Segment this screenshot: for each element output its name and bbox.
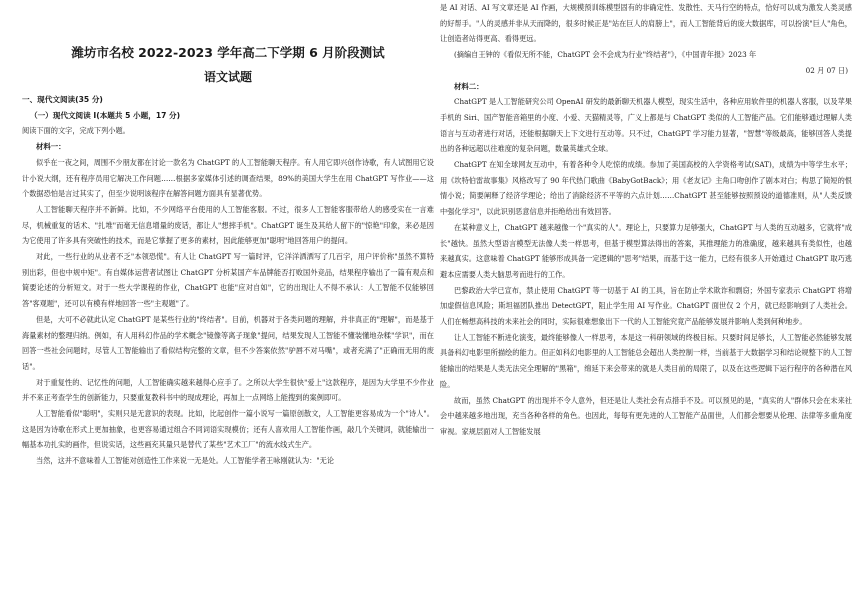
exam-title: 潍坊市名校 2022-2023 学年高二下学期 6 月阶段测试 [71,45,385,60]
material-1-label: 材料一： [36,142,66,152]
paragraph: 在某种意义上，ChatGPT 越来越像一个"真实的人"。理论上，只要算力足够强大，ChatGPT 与人类的互动越多，它就将"成长"越快。虽然大型语言模型无法像人类一样思考，但基于模型算法得出的答案，其推理能力的准确度，越来越具有类似性，也越来越真实。这意味着 ChatGPT 能够形成具备一定逻辑的"思考"结果，而基于这一能力，已经有很多人开始通过 ChatGPT 取巧逃避本应需要人类大脑思考而进行的工作。 [440,222,852,279]
paragraph: 对此，一些行业的从业者不乏"本领恐慌"。有人让 ChatGPT 写一篇时评，它洋洋洒洒写了几百字，用户评价称"虽然不算特别出彩，但也中规中矩"。有自媒体运营者试图让 ChatGPT 分析某国产车品牌能否打败国外竞品，结果程序输出了一篇有观点和简要论述的分析短文。对于一些大学课程的作业，ChatGPT 也能"应对自如"，它的出现让人不得不承认：人工智能不仅能够回答"客观题"，还可以有模有样地回答一些"主观题"了。 [22,252,434,309]
paragraph: 但是，大可不必就此认定 ChatGPT 是某些行业的"终结者"。目前，机器对于各类问题的理解，并非真正的"理解"，而是基于海量素材的整理归纳。例如，有人用科幻作品的学术概念"镜像等离子现象"提问，结果发现人工智能不懂装懂地杂糅"学识"，而在回答一些社会问题时，尽管人工智能输出了看似结构完整的文章，但不少答案依然"驴唇不对马嘴"，或者充满了"正确而无用的废话"。 [22,314,434,371]
paragraph: 对于重复性的、记忆性的问题，人工智能确实越来越得心应手了。之所以大学生很快"爱上"这款程序，是因为大学里不少作业并不来正考查学生的创新能力，只要重复教科书中的现成理论，再加上一点网络上能搜到的案例即可。 [22,377,434,403]
exam-subject: 语文试题 [203,70,252,84]
source-date: 02 月 07 日) [805,65,848,75]
paragraph: ChatGPT 在知全球网友互动中，有着各种令人吃惊的成绩。参加了美国高校的入学资格考试(SAT)，成绩为中等学生水平；用《坎特伯雷故事集》风格改写了 90 年代热门歌曲《BabyGotBack》；用《老友记》主角口吻创作了剧本对白；构思了简短的恨情小说；简要阐释了经济学理论；给出了消除经济不平等的六点计划……ChatGPT 甚至能够按照预设的道德准则，从"人类反馈中强化学习"，以此识别恶意信息并拒绝给出有效回答。 [440,160,852,217]
paragraph: 人工智能看似"聪明"，实则只是无意识的表现。比如，比起创作一篇小说写一篇原创散文，人工智能更容易成为一个"诗人"。这是因为诗歌在形式上更加抽象，也更容易通过组合不同词语实现模仿；还有人喜欢用人工智能作画，敲几个关键词，就能输出一幅基本功扎实的画作，但说实话，这些画充其量只是替代了某些"艺术工厂"的流水线式生产。 [22,409,434,450]
subsection-heading: （一）现代文阅读 I(本题共 5 小题，17 分) [30,110,181,120]
paragraph: 故而，虽然 ChatGPT 的出现并不令人意外，但还是让人类社会有点措手不及。可以预见的是，"真实的人"群体只会在未来社会中越来越多地出现，充当各种各样的角色。也因此，每每有更先进的人工智能产品面世，人们都会想要从伦理、法律等多重角度审视。家规层面对人工智能发展 [440,395,852,436]
paragraph: ChatGPT 是人工智能研究公司 OpenAI 研发的最新聊天机器人模型，现实生活中，各种应用软件里的机器人客服，以及苹果手机的 Siri、国产智能音箱里的小度、小爱、天猫精灵等，广义上都是与 ChatGPT 类似的人工智能产品。它们能够通过理解人类语言与互动者进行对话，还能根据聊天上下文进行互动等。只不过，ChatGPT 学习能力显著，"智慧"等级最高，能够回答人类提出的各种远超以往难度的复杂问题，数量英雄式全球。 [440,97,852,154]
paragraph-continued: 是 AI 对话、AI 写文章还是 AI 作画，大规模预训练模型固有的非确定性、发散性、天马行空的特点，恰好可以成为激发人类灵感的好帮手。"人的灵感并非从天而降的，很多时候正是"站在巨人的肩膀上"，而人工智能背后的庞大数据库，可以扮演"巨人"角色，让创造者站得更高、看得更远。 [440,3,852,44]
paragraph: 让人工智能不断进化演变，最终能够像人一样思考，本是这一科研领域的终极目标。只要时间足够长，人工智能必然能够发展具备科幻电影里所描绘的能力。但正如科幻电影里的人工智能总会超出人类控制一样，当前基于大数据学习和结论规整下的人工智能输出的结果是人类无法完全理解的"黑箱"，绵延下来会带来的就是人类目前的局限了，以及在这些逻辑下运行程序的各种潜在风险。 [440,332,852,389]
paragraph: 当然，这并不意味着人工智能对创造性工作来说一无是处。人工智能学者王咏刚就认为："无论 [36,456,334,466]
paragraph: 巴黎政治大学已宣布，禁止使用 ChatGPT 等一切基于 AI 的工具，旨在防止学术欺诈和剽窃；外国专家表示 ChatGPT 将增加虚假信息风险；斯坦福团队推出 DetectGPT，阻止学生用 AI 写作业。ChatGPT 面世仅 2 个月，就已经影响到了人类社会。人们在畅想高科技的未来社会的同时，实际很难想象出下一代的人工智能究竟产品能够发展并影响人类到何种地步。 [440,285,852,327]
right-column [440,0,852,607]
material-2-label: 材料二： [454,81,484,91]
section-heading: 一、现代文阅读(35 分) [22,95,103,104]
paragraph: 人工智能聊天程序并不新鲜。比如，不少网络平台使用的人工智能客服。不过，很多人工智能客服带给人的感受实在一言难尽，机械重复的话术、"扎堆"而毫无信息增量的废话，都让人"想摔手机"。ChatGPT 诞生及其给人留下的"惊艳"印象，来必是因为它使用了许多具有突破性的技术，而是它掌握了更多的素材，因此能够更加"聪明"地回答用户的提问。 [22,204,434,246]
paragraph: 似乎在一夜之间，周围不少朋友都在讨论一款名为 ChatGPT 的人工智能聊天程序。有人用它即兴创作诗歌，有人试图用它设计小说大纲，还有程序员用它解决工作问题……根据多家媒体引述的调查结果，89%的美国大学生在用 ChatGPT 写作业——这个数据恐怕是言过其实了，但至少说明该程序在解答问题方面具有显著优势。 [22,157,434,199]
instruction: 阅读下面的文字，完成下列小题。 [22,126,130,136]
source-citation: (摘编自王钟的《看似无所不能，ChatGPT 会不会成为行业"终结者"》，《中国青年报》2023 年 [454,50,757,60]
left-column [22,0,434,607]
